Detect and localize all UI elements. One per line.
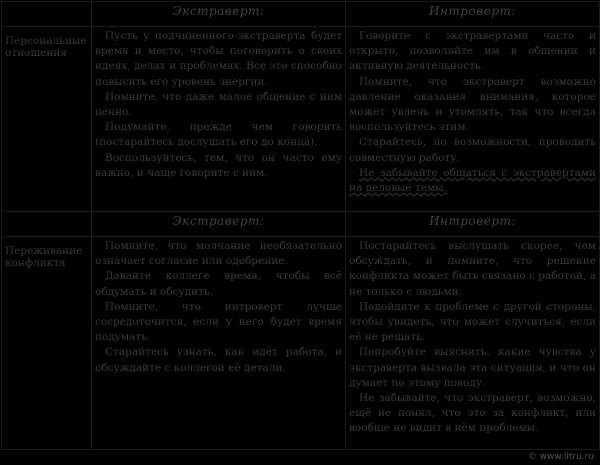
advice-item: Постарайтесь выслушать скорее, чем обсуждать, и помните, что решение конфликта может быть связано с работой, а не только с людьми. bbox=[349, 240, 596, 298]
advice-item: Воспользуйтесь, тем, что он часто ему важно, и чаще говорите с ним. bbox=[95, 151, 342, 179]
introvert-advice-personal bbox=[346, 27, 600, 212]
advice-item: Помните, что экстраверт возможно давление оказания внимания, которое может увлечь и утомлять, так что всегда воспользуйтесь этим. bbox=[349, 75, 596, 134]
advice-item: Говорите с экстравертами часто и открыто, позволяйте им в общении и активную деятельность. bbox=[349, 30, 596, 73]
advice-item: Попробуйте выяснить, какие чувства у экстраверта вызвала эта ситуация, и что он думает по этому поводу. bbox=[349, 346, 596, 389]
advice-item: Не забывайте общаться с экстравертами на деловые темы. bbox=[349, 166, 596, 195]
extravert-advice-personal bbox=[92, 27, 346, 212]
introvert-advice-conflict bbox=[346, 237, 600, 450]
row-label-conflict: Переживание конфликта bbox=[2, 237, 92, 450]
advice-item: Старайтесь узнать, как идёт работа, и обсуждайте с коллегой её детали. bbox=[95, 346, 342, 374]
advice-item: Помните, что молчание необязательно означает согласие или одобрение. bbox=[95, 240, 342, 268]
advice-item: Не забывайте, что экстраверт, возможно, ещё не понял, что это за конфликт, или вообще не видит в нём проблемы. bbox=[349, 392, 596, 435]
advice-item: Старайтесь, по возможности, проводить совместную работу. bbox=[349, 136, 596, 164]
header-row-1 bbox=[2, 2, 600, 27]
watermark: © www.litru.ru bbox=[527, 452, 594, 462]
advice-item: Подойдите к проблеме с другой стороны, чтобы увидеть, что может случиться, если её не решать. bbox=[349, 300, 596, 344]
advice-item: Помните, что интроверт лучше сосредоточится, если у него будет время подумать. bbox=[95, 300, 342, 344]
column-header-extravert: Экстраверт: bbox=[92, 2, 346, 27]
row-label-personal: Персональные отношения bbox=[2, 27, 92, 212]
advice-item: Пусть у подчиненного-экстраверта будет время и место, чтобы поговорить о своих идеях, делах и проблемах. Все это способно повысить его уровень энергии. bbox=[95, 30, 342, 88]
extravert-advice-conflict bbox=[92, 237, 346, 450]
comparison-table bbox=[1, 1, 600, 450]
header-empty-cell bbox=[2, 212, 92, 237]
advice-item: Подумайте, прежде чем говорить (постарайтесь дослушать его до конца). bbox=[95, 121, 342, 149]
header-row-2 bbox=[2, 212, 600, 237]
column-header-introvert: Интроверт: bbox=[346, 2, 600, 27]
column-header-introvert: Интроверт: bbox=[346, 212, 600, 237]
section-row-conflict bbox=[2, 237, 600, 450]
header-empty-cell bbox=[2, 2, 92, 27]
advice-item: Помните, что даже малое общение с ним ценно. bbox=[95, 90, 342, 119]
column-header-extravert: Экстраверт: bbox=[92, 212, 346, 237]
advice-item: Давайте коллеге время, чтобы всё обдумать и обсудить. bbox=[95, 270, 342, 298]
section-row-personal bbox=[2, 27, 600, 212]
